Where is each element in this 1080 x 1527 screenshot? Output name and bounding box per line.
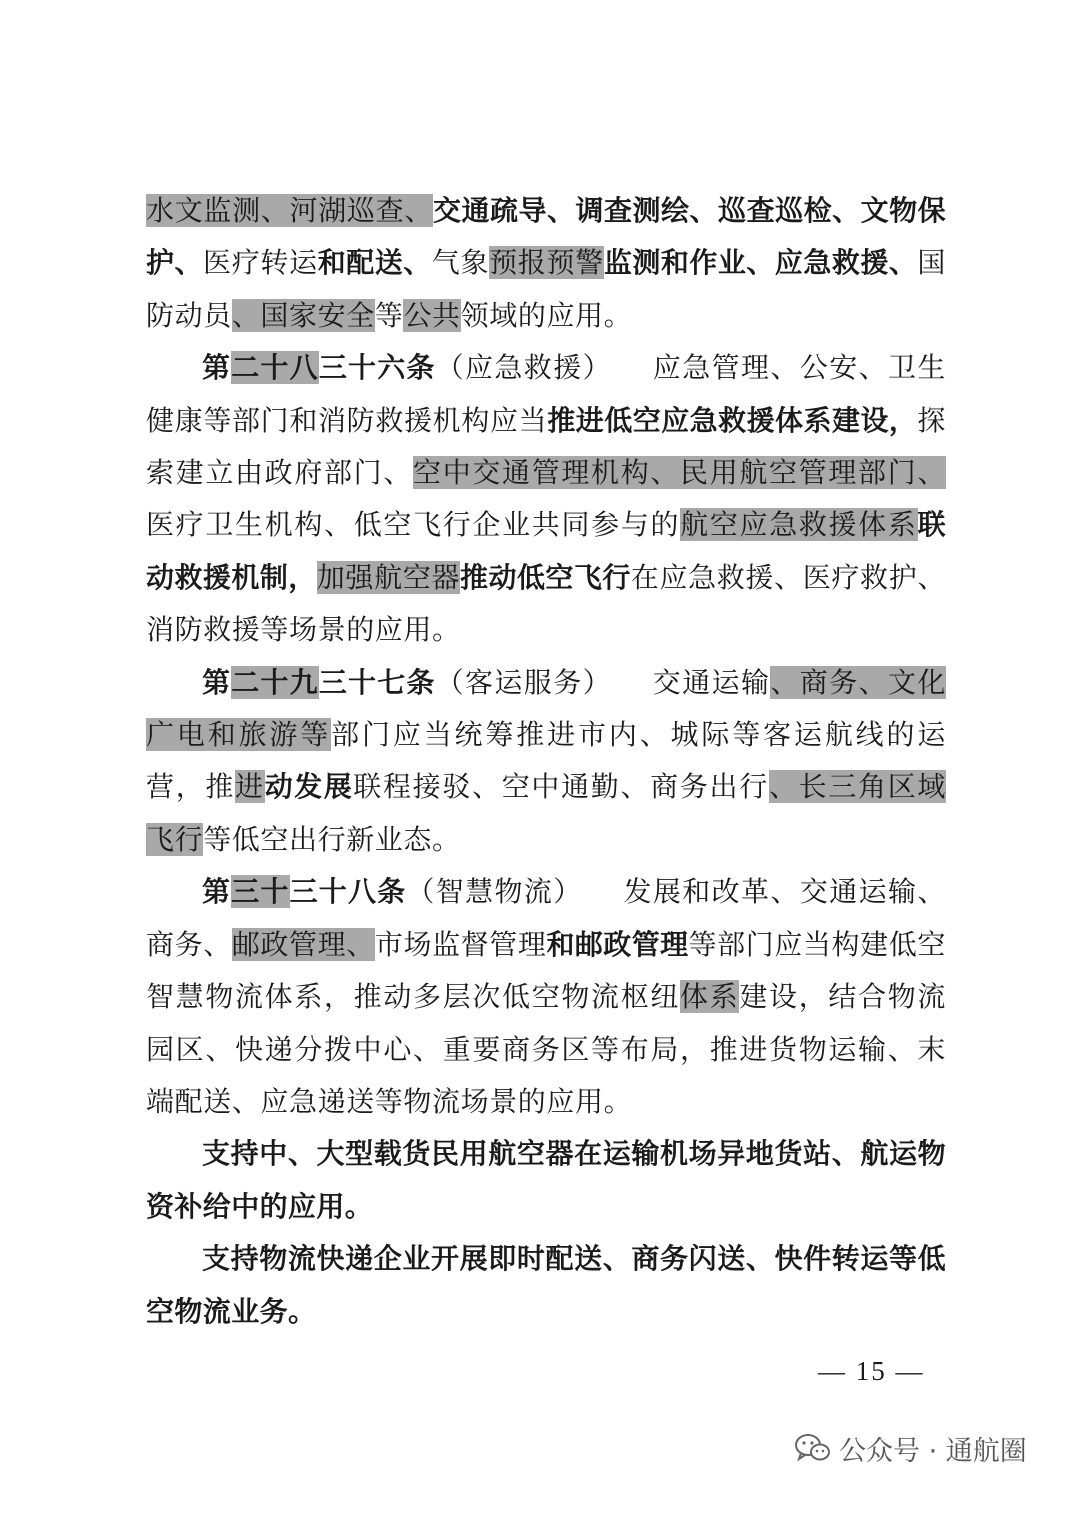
- paragraph: [146, 1128, 946, 1233]
- text-run: 推动低空飞行: [460, 560, 631, 594]
- highlighted-text: 邮政管理、: [231, 927, 375, 961]
- text-run: 发展和改革、交通运输、商务、: [146, 875, 946, 961]
- paragraph: [146, 1233, 946, 1338]
- text-run: 联动救援机制，: [146, 508, 946, 594]
- text-run: 等: [374, 298, 404, 332]
- highlighted-text: 二十九: [231, 665, 319, 699]
- text-run: 第: [202, 665, 232, 699]
- paragraph: [146, 657, 946, 867]
- paragraph: [146, 185, 946, 342]
- text-run: 等部门应当构建低空智慧物流体系，推动多层次低空物流枢纽: [146, 927, 946, 1014]
- text-run: 和配送、: [317, 246, 432, 280]
- highlighted-text: 加强航空器: [316, 560, 461, 594]
- text-run: 和邮政管理: [546, 927, 689, 961]
- text-run: 三十六条: [318, 351, 436, 385]
- highlighted-text: 进: [235, 770, 265, 804]
- text-run: 第: [202, 351, 232, 385]
- highlighted-text: 三十: [231, 875, 290, 909]
- text-run: （智慧物流）: [406, 875, 583, 909]
- highlighted-text: 水文监测、河湖巡查、: [146, 194, 434, 227]
- text-run: 医疗卫生机构、低空飞行企业共同参与的: [146, 508, 681, 542]
- text-run: 联程接驳、空中通勤、商务出行: [353, 770, 769, 804]
- text-run: 推进低空应急救援体系建设，: [547, 403, 918, 437]
- highlighted-text: 、国家安全: [231, 298, 375, 332]
- text-run: 领域的应用。: [460, 298, 633, 332]
- text-run: 医疗转运: [203, 246, 318, 280]
- text-run: 动发展: [264, 770, 354, 804]
- text-run: 监测和作业、应急救援、: [603, 246, 918, 280]
- wechat-icon: [795, 1433, 831, 1463]
- text-run: 等低空出行新业态。: [203, 822, 461, 856]
- text-run: （客运服务）: [435, 665, 612, 699]
- paragraph: [146, 342, 946, 656]
- text-run: 在应急救援、医疗救护、消防救援等场景的应用。: [146, 560, 946, 647]
- text-run: 支持中、大型载货民用航空器在运输机场异地货站、航运物资补给中的应用。: [146, 1137, 946, 1223]
- text-run: 探索建立由政府部门、: [146, 403, 946, 490]
- text-run: 支持物流快递企业开展即时配送、商务闪送、快件转运等低空物流业务。: [146, 1242, 946, 1328]
- highlighted-text: 体系: [680, 980, 740, 1014]
- text-run: 交通疏导、调查测绘、巡查巡检、文物保护、: [146, 194, 946, 280]
- text-run: 部门应当统筹推进市内、城际等客运航线的运营，推: [146, 718, 946, 804]
- highlighted-text: 、商务、文化广电和旅游等: [146, 665, 946, 752]
- highlighted-text: 公共: [403, 298, 461, 332]
- text-run: 市场监督管理: [374, 927, 547, 961]
- highlighted-text: 空中交通管理机构、民用航空管理部门、: [413, 456, 946, 490]
- text-run: （应急救援）: [435, 351, 612, 385]
- highlighted-text: 预报预警: [489, 246, 604, 280]
- highlighted-text: 二十八: [231, 351, 319, 385]
- text-run: 国防动员: [146, 246, 946, 332]
- text-run: 三十八条: [289, 875, 407, 909]
- text-run: 气象: [431, 246, 490, 280]
- highlighted-text: 、长三角区域飞行: [146, 770, 947, 856]
- watermark-label: 公众号 · 通航圈: [839, 1435, 1027, 1467]
- highlighted-text: 航空应急救援体系: [680, 508, 918, 542]
- text-run: 建设，结合物流园区、快递分拨中心、重要商务区等布局，推进货物运输、末端配送、应急递送等物流场景的应用。: [146, 980, 947, 1118]
- text-run: 三十七条: [318, 665, 436, 699]
- watermark: [795, 1428, 1027, 1468]
- text-run: 第: [202, 875, 232, 909]
- page-number: — 15 —: [818, 1356, 925, 1386]
- paragraph: [146, 866, 946, 1128]
- document-body: [146, 185, 946, 1338]
- text-run: 应急管理、公安、卫生健康等部门和消防救援机构应当: [146, 351, 946, 437]
- text-run: 交通运输: [652, 665, 771, 699]
